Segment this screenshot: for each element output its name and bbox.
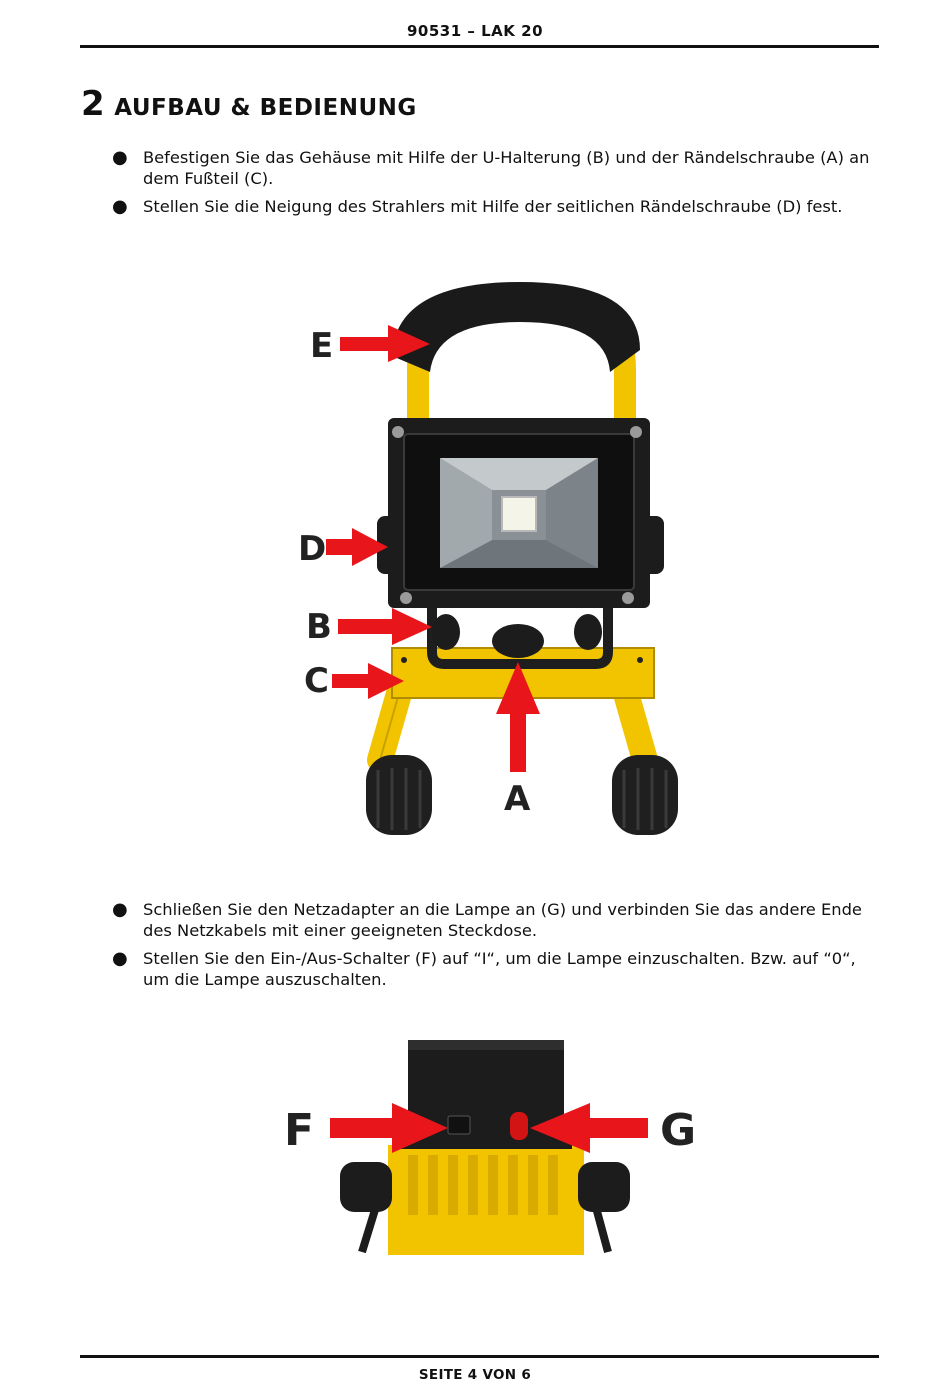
callout-label-g: G xyxy=(660,1105,697,1156)
bullet-icon: ● xyxy=(112,196,128,217)
callout-label-f: F xyxy=(284,1105,315,1156)
list-item-text: Befestigen Sie das Gehäuse mit Hilfe der U-Halterung (B) und der Rändelschraube (A) an dem Fußteil (C). xyxy=(143,148,870,188)
list-item xyxy=(104,948,884,990)
section-number: 2 xyxy=(81,84,105,124)
list-item xyxy=(104,899,884,941)
list-item-text: Schließen Sie den Netzadapter an die Lampe an (G) und verbinden Sie das andere Ende des Netzkabels mit einer geeigneten Steckdose. xyxy=(143,900,862,940)
list-item-text: Stellen Sie die Neigung des Strahlers mit Hilfe der seitlichen Rändelschraube (D) fest. xyxy=(143,197,843,216)
bullet-icon: ● xyxy=(112,899,128,920)
instruction-list-operation xyxy=(104,899,884,997)
dc-socket xyxy=(510,1112,528,1140)
callout-label-c: C xyxy=(304,661,329,701)
bullet-icon: ● xyxy=(112,147,128,168)
foam-grip xyxy=(392,282,640,372)
document-code-header: 90531 – LAK 20 xyxy=(406,22,544,40)
callout-label-e: E xyxy=(310,326,334,366)
callout-label-d: D xyxy=(298,529,327,569)
bullet-icon: ● xyxy=(112,948,128,969)
list-item-text: Stellen Sie den Ein-/Aus-Schalter (F) auf “I“, um die Lampe einzuschalten. Bzw. auf “0“, um die Lampe auszuschalten. xyxy=(143,949,856,989)
callout-label-a: A xyxy=(504,779,531,819)
section-title: AUFBAU & BEDIENUNG xyxy=(114,95,417,121)
footer-rule xyxy=(80,1355,879,1358)
page-number-footer: SEITE 4 VON 6 xyxy=(418,1367,532,1383)
callout-label-b: B xyxy=(306,607,332,647)
power-switch xyxy=(448,1116,470,1134)
center-knob xyxy=(492,624,544,658)
led-chip xyxy=(502,497,536,531)
